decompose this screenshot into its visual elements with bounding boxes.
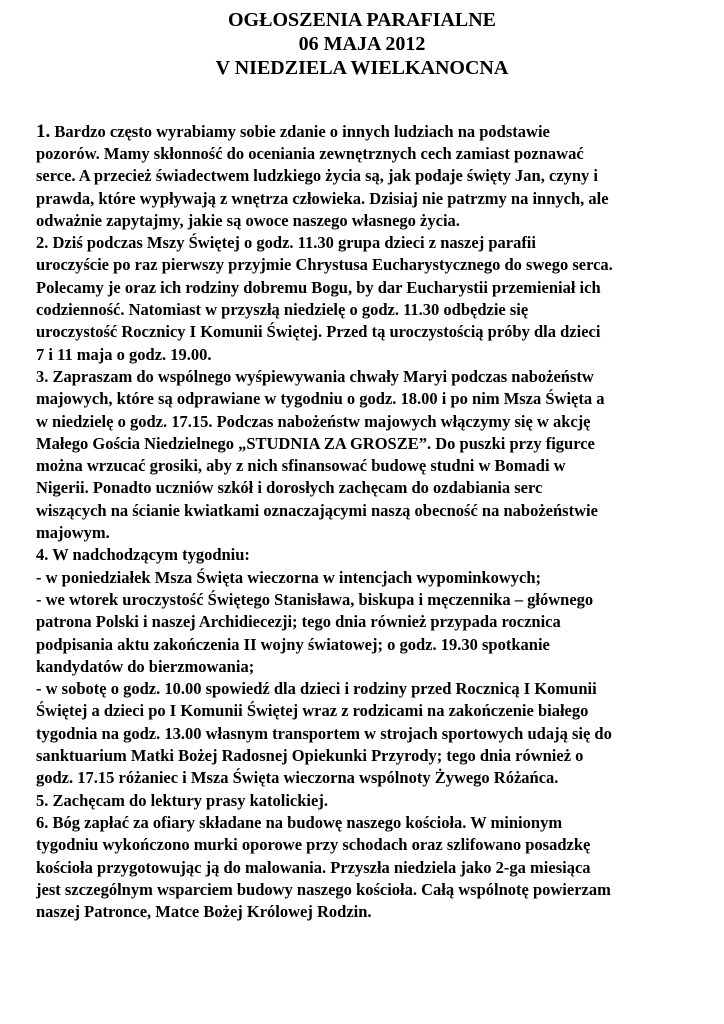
- announcement-line: można wrzucać grosiki, aby z nich sfinansować budowę studni w Bomadi w: [36, 456, 566, 476]
- announcement-line: naszej Patronce, Matce Bożej Królowej Rodzin.: [36, 902, 372, 922]
- announcement-line: majowym.: [36, 523, 110, 543]
- announcement-line: tygodnia na godz. 13.00 własnym transportem w strojach sportowych udają się do: [36, 723, 612, 743]
- announcement-header: [0, 8, 724, 80]
- announcement-line: uroczystość Rocznicy I Komunii Świętej. Przed tą uroczystością próby dla dzieci: [36, 322, 601, 342]
- announcement-line: wiszących na ścianie kwiatkami oznaczającymi naszą obecność na nabożeństwie: [36, 500, 598, 520]
- announcement-line: majowych, które są odprawiane w tygodniu o godz. 18.00 i po nim Msza Święta a: [36, 389, 605, 409]
- announcement-line: podpisania aktu zakończenia II wojny światowej; o godz. 19.30 spotkanie: [36, 634, 550, 654]
- announcement-number: 1.: [36, 121, 51, 142]
- announcement-line: kościoła przygotowując ją do malowania. Przyszła niedziela jako 2-ga miesiąca: [36, 857, 591, 877]
- announcement-line: tygodniu wykończono murki oporowe przy schodach oraz szlifowano posadzkę: [36, 835, 591, 855]
- announcement-line: Nigerii. Ponadto uczniów szkół i dorosłych zachęcam do ozdabiania serc: [36, 478, 543, 498]
- announcement-line: - w sobotę o godz. 10.00 spowiedź dla dzieci i rodziny przed Rocznicą I Komunii: [36, 679, 597, 699]
- header-date: 06 MAJA 2012: [298, 33, 426, 55]
- header-title: OGŁOSZENIA PARAFIALNE: [227, 9, 496, 31]
- announcement-line: patrona Polski i naszej Archidiecezji; tego dnia również przypada rocznica: [36, 612, 561, 632]
- announcement-line: 6. Bóg zapłać za ofiary składane na budowę naszego kościoła. W minionym: [36, 812, 563, 832]
- announcement-line: Polecamy je oraz ich rodziny dobremu Bogu, by dar Eucharystii przemieniał ich: [36, 277, 601, 297]
- announcement-line: godz. 17.15 różaniec i Msza Święta wieczorna wspólnoty Żywego Różańca.: [36, 768, 559, 788]
- announcement-line: 5. Zachęcam do lektury prasy katolickiej.: [36, 790, 328, 810]
- announcement-line: jest szczególnym wsparciem budowy naszego kościoła. Całą wspólnotę powierzam: [36, 879, 611, 899]
- announcement-line: w niedzielę o godz. 17.15. Podczas nabożeństw majowych włączymy się w akcję: [36, 411, 591, 431]
- announcement-body: [36, 120, 724, 923]
- announcement-line: 4. W nadchodzącym tygodniu:: [36, 545, 250, 565]
- announcement-line: kandydatów do bierzmowania;: [36, 656, 255, 676]
- announcement-line: pozorów. Mamy skłonność do oceniania zewnętrznych cech zamiast poznawać: [36, 144, 584, 163]
- announcement-line: 1. Bardzo często wyrabiamy sobie zdanie o innych ludziach na podstawie: [36, 121, 550, 142]
- announcement-line: sanktuarium Matki Bożej Radosnej Opiekunki Przyrody; tego dnia również o: [36, 746, 584, 766]
- announcement-line: 2. Dziś podczas Mszy Świętej o godz. 11.30 grupa dzieci z naszej parafii: [36, 233, 536, 253]
- announcement-line: odważnie zapytajmy, jakie są owoce naszego własnego życia.: [36, 210, 460, 230]
- announcement-line: codzienność. Natomiast w przyszłą niedzielę o godz. 11.30 odbędzie się: [36, 300, 529, 320]
- announcement-line: uroczyście po raz pierwszy przyjmie Chrystusa Eucharystycznego do swego serca.: [36, 255, 613, 275]
- announcement-line: 3. Zapraszam do wspólnego wyśpiewywania chwały Maryi podczas nabożeństw: [36, 366, 594, 386]
- announcement-line: - we wtorek uroczystość Świętego Stanisława, biskupa i męczennika – głównego: [36, 589, 594, 609]
- announcement-line: serce. A przecież świadectwem ludzkiego życia są, jak podaje święty Jan, czyny i: [36, 166, 598, 186]
- header-subtitle: V NIEDZIELA WIELKANOCNA: [215, 57, 509, 79]
- announcement-line: - w poniedziałek Msza Święta wieczorna w intencjach wypominkowych;: [36, 567, 542, 587]
- announcement-line: Małego Gościa Niedzielnego „STUDNIA ZA GROSZE”. Do puszki przy figurce: [36, 433, 595, 453]
- announcement-line: Świętej a dzieci po I Komunii Świętej wraz z rodzicami na zakończenie białego: [36, 701, 589, 721]
- announcement-line: prawda, które wypływają z wnętrza człowieka. Dzisiaj nie patrzmy na innych, ale: [36, 188, 609, 208]
- announcement-line: 7 i 11 maja o godz. 19.00.: [36, 344, 212, 364]
